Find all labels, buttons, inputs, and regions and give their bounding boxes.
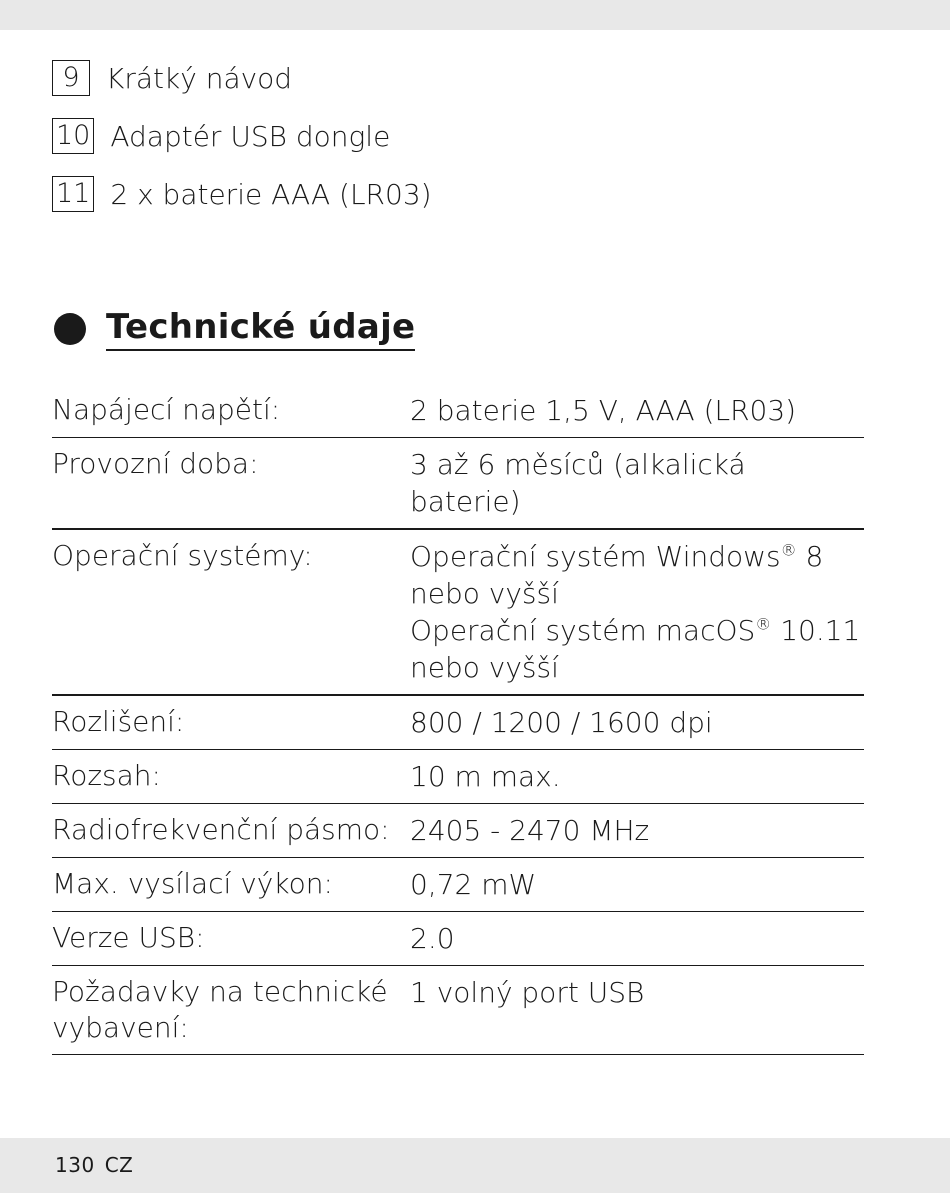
list-item bbox=[52, 174, 432, 214]
top-bar bbox=[0, 0, 950, 30]
list-item bbox=[52, 116, 432, 156]
specs-table bbox=[52, 384, 864, 1055]
part-number: 11 bbox=[52, 176, 94, 212]
spec-value: 2.0 bbox=[410, 922, 455, 955]
spec-value-line: nebo vyšší bbox=[410, 651, 559, 684]
spec-label-line: vybavení: bbox=[52, 1011, 189, 1044]
table-row bbox=[52, 696, 864, 750]
table-row bbox=[52, 438, 864, 530]
table-row bbox=[52, 750, 864, 804]
footer bbox=[55, 1153, 133, 1177]
spec-label: Rozsah: bbox=[52, 759, 161, 792]
spec-value bbox=[410, 530, 864, 694]
part-label: Krátký návod bbox=[106, 61, 293, 95]
table-row bbox=[52, 912, 864, 966]
spec-value-line: Operační systém Windows® 8 bbox=[410, 540, 824, 573]
spec-value: 0,72 mW bbox=[410, 868, 537, 901]
spec-value: 2405 - 2470 MHz bbox=[410, 814, 650, 847]
table-row bbox=[52, 966, 864, 1055]
spec-label: Max. vysílací výkon: bbox=[52, 867, 333, 900]
spec-label: Verze USB: bbox=[52, 921, 205, 954]
part-label: 2 x baterie AAA (LR03) bbox=[110, 177, 432, 211]
spec-label: Radiofrekvenční pásmo: bbox=[52, 813, 390, 846]
spec-value-line: Operační systém macOS® 10.11 bbox=[410, 614, 861, 647]
bullet-icon bbox=[54, 313, 86, 345]
spec-value: 10 m max. bbox=[410, 760, 561, 793]
language-code: CZ bbox=[104, 1153, 134, 1177]
spec-label: Provozní doba: bbox=[52, 447, 259, 480]
table-row bbox=[52, 804, 864, 858]
table-row bbox=[52, 858, 864, 912]
parts-list bbox=[52, 58, 432, 232]
footer-bar bbox=[0, 1138, 950, 1193]
section-heading bbox=[54, 306, 415, 351]
spec-label-line: Požadavky na technické bbox=[52, 975, 388, 1008]
spec-value: 3 až 6 měsíců (alkalická baterie) bbox=[410, 448, 746, 518]
page-number: 130 bbox=[55, 1153, 95, 1177]
part-label: Adaptér USB dongle bbox=[110, 119, 391, 153]
spec-value: 2 baterie 1,5 V, AAA (LR03) bbox=[410, 394, 797, 427]
spec-label bbox=[52, 966, 410, 1054]
spec-value: 800 / 1200 / 1600 dpi bbox=[410, 706, 713, 739]
spec-value: 1 volný port USB bbox=[410, 976, 645, 1009]
spec-label: Rozlišení: bbox=[52, 705, 185, 738]
list-item bbox=[52, 58, 432, 98]
table-row bbox=[52, 384, 864, 438]
section-title: Technické údaje bbox=[106, 306, 415, 351]
part-number: 10 bbox=[52, 118, 94, 154]
spec-label: Napájecí napětí: bbox=[52, 393, 281, 426]
spec-value-line: nebo vyšší bbox=[410, 577, 559, 610]
spec-label: Operační systémy: bbox=[52, 539, 313, 572]
table-row bbox=[52, 530, 864, 696]
part-number: 9 bbox=[52, 60, 90, 96]
